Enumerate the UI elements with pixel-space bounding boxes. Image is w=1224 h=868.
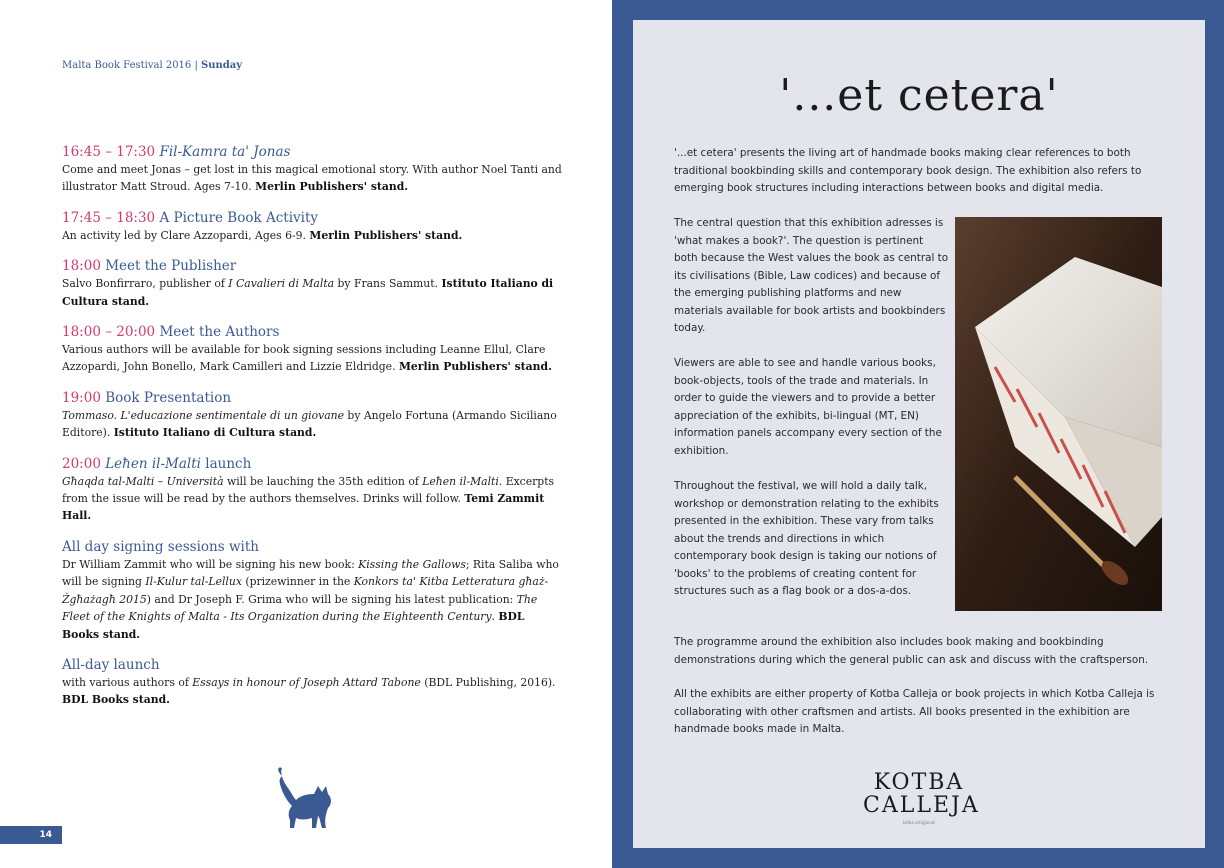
event-text: . [491,610,499,624]
event-heading [62,656,562,674]
paragraph-intro: '...et cetera' presents the living art of handmade books making clear references to both traditional bookbinding skills and contemporary book design. The exhibition also refers to emerging book structures including interactions between books and digital media. [674,147,1142,194]
event-heading [62,538,562,556]
event-text: . Excerpts from the issue will be read by the authors themselves. Drinks will follow. [62,474,555,506]
event-text: Konkors ta' Kitba Letteratura għaż-Żgħażagħ 2015 [62,575,549,606]
event-text: (prizewinner in the [241,575,354,589]
event-time: 18:00 – 20:00 [62,324,156,341]
event-heading [62,455,562,473]
event-text: Come and meet Jonas – get lost in this magical emotional story. With author Noel Tanti and illustrator Matt Stroud. Ages 7-10. [62,163,562,194]
header-festival: Malta Book Festival 2016 | [62,60,202,71]
event-item [62,323,562,376]
event-item [62,209,562,244]
event-text: with various authors of [62,675,193,689]
event-location: Istituto Italiano di Cultura stand. [113,426,317,440]
header-day: Sunday [201,60,243,71]
event-location: BDL Books stand. [62,693,170,707]
event-text: Various authors will be available for book signing sessions including Leanne Ellul, Clare Azzopardi, John Bonello, Mark Camilleri and Lizzie Eldridge. [62,343,546,374]
event-description [62,407,562,442]
event-time: 18:00 [62,258,101,275]
event-time: 20:00 [62,455,101,472]
event-text: ; Rita Saliba who will be signing [62,557,559,589]
paragraph-programme: The programme around the exhibition also includes book making and bookbinding demonstrations during which the general public can ask and discuss with the craftsperson. [674,636,1149,666]
event-description [62,161,562,196]
page-number: 14 [0,826,62,844]
event-item [62,455,562,525]
event-title: All day signing sessions with [62,538,259,555]
event-list [62,143,562,722]
event-location: Merlin Publishers' stand. [309,228,463,242]
event-description [62,473,562,525]
event-text: Għaqda tal-Malti – Università [62,474,224,488]
event-title: A Picture Book Activity [159,209,319,226]
cat-icon [270,766,340,830]
event-title: Meet the Publisher [105,258,237,275]
event-location: Temi Zammit Hall. [62,492,545,523]
event-text: The Fleet of the Knights of Malta - Its Organization during the Eighteenth Century [62,592,538,624]
handmade-book-photo [955,217,1162,611]
event-time: 16:45 – 17:30 [62,144,156,160]
exhibition-title: '...et cetera' [779,70,1059,121]
event-text: Il-Kulur tal-Lellux [145,575,242,589]
event-text: ) and Dr Joseph F. Grima who will be signing his latest publication: [146,592,517,606]
kotba-calleja-logo [863,770,980,825]
event-title: Leħen il-Malti [105,455,201,472]
paragraph-viewers: Viewers are able to see and handle various books, book-objects, tools of the trade and materials. In order to guide the viewers and to provide a better appreciation of the exhibits, bi-lingual (MT, EN) information panels accompany every section of the exhibition. [674,357,942,457]
event-title: Fil-Kamra ta' Jonas [159,144,291,160]
logo-line2: CALLEJA [863,793,980,818]
event-item [62,538,562,643]
logo-subtitle: kotba artiġjanali [902,820,936,825]
event-description [62,556,562,643]
event-description [62,275,562,310]
event-heading [62,257,562,275]
event-text: Leħen il-Malti [422,474,499,488]
event-location: Istituto Italiano di Cultura stand. [62,277,554,308]
running-header [62,60,242,71]
paragraph-question: The central question that this exhibition adresses is 'what makes a book?'. The question is pertinent both because the West values the book as central to its civilisations (Bible, Law codices) and because of the emerging publishing platforms and new materials available for book artists and bookbinders today. [674,217,949,334]
event-text: by Angelo Fortuna (Armando Siciliano Editore). [62,408,557,440]
event-description [62,341,562,376]
event-title: Book Presentation [105,389,232,406]
event-text: Dr William Zammit who will be signing his new book: [62,557,359,571]
event-heading [62,209,562,227]
right-page [612,0,1224,868]
event-text: Essays in honour of Joseph Attard Tabone [192,675,421,689]
paragraph-festival: Throughout the festival, we will hold a daily talk, workshop or demonstration relating to the exhibits presented in the exhibition. These vary from talks about the trends and directions in which contemporary book design is taking our notions of 'books' to the problems of creating content for structures such as a flag book or a dos-a-dos. [674,480,939,597]
event-item [62,257,562,310]
event-location: BDL Books stand. [62,610,525,641]
event-text: Tommaso. L'educazione sentimentale di un giovane [62,408,344,422]
event-text: Salvo Bonfirraro, publisher of [62,277,229,291]
event-title: All-day launch [62,656,160,673]
event-time: 19:00 [62,389,101,406]
event-item [62,143,562,196]
event-text: I Cavalieri di Malta [228,277,335,291]
event-item [62,656,562,709]
event-text: will be lauching the 35th edition of [223,474,423,488]
event-time: 17:45 – 18:30 [62,209,156,226]
paragraph-exhibits: All the exhibits are either property of Kotba Calleja or book projects in which Kotba Calleja is collaborating with other craftsmen and artists. All books presented in the exhibition are handmade books made in Malta. [674,688,1155,735]
event-item [62,389,562,442]
event-description [62,674,562,709]
event-location: Merlin Publishers' stand. [255,180,409,194]
event-description [62,227,562,244]
event-location: Merlin Publishers' stand. [398,360,552,374]
event-text: by Frans Sammut. [334,277,442,291]
logo-line1: KOTBA [873,770,965,795]
event-heading [62,323,562,341]
event-heading [62,389,562,407]
event-title-rest: launch [200,455,252,472]
event-text: An activity led by Clare Azzopardi, Ages 6-9. [62,228,310,242]
event-text: (BDL Publishing, 2016). [420,675,556,689]
event-title: Meet the Authors [159,324,280,341]
event-heading [62,143,562,161]
exhibition-panel [633,20,1205,848]
event-text: Kissing the Gallows [358,557,466,571]
